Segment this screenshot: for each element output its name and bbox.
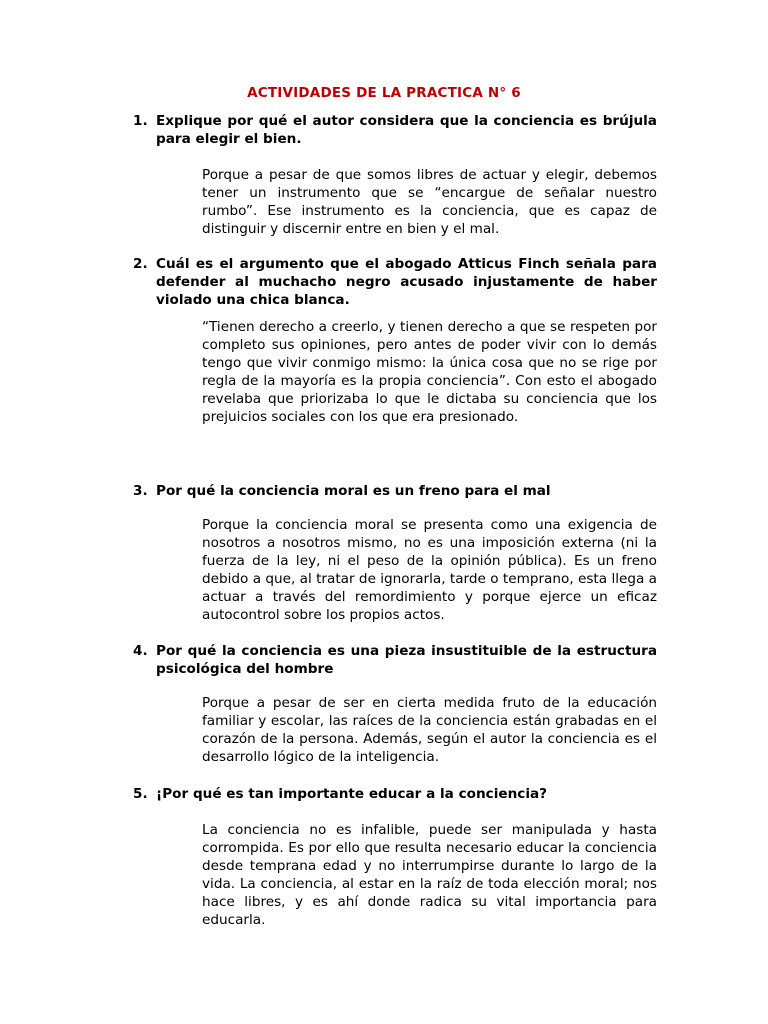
question-number: 2. xyxy=(133,256,148,272)
question-text: Explique por qué el autor considera que la conciencia es brújula para elegir el bien. xyxy=(156,113,657,147)
question-number: 1. xyxy=(133,113,148,129)
answer-2: “Tienen derecho a creerlo, y tienen derecho a que se respeten por completo sus opiniones, pero antes de poder vivir con lo demás tengo que vivir conmigo mismo: la única cosa que no se rige por regla de la mayoría es la propia conciencia”. Con esto el abogado revelaba que priorizaba lo que le dictaba su conciencia que los prejuicios sociales con los que era presionado. xyxy=(202,319,657,425)
question-number: 4. xyxy=(133,643,148,659)
question-2 xyxy=(133,255,657,309)
question-text: ¡Por qué es tan importante educar a la conciencia? xyxy=(156,786,548,802)
question-text: Por qué la conciencia moral es un freno para el mal xyxy=(156,483,551,499)
question-3 xyxy=(133,482,657,500)
question-number: 5. xyxy=(133,786,148,802)
answer-5: La conciencia no es infalible, puede ser manipulada y hasta corrompida. Es por ello que resulta necesario educar la conciencia desde temprana edad y no interrumpirse durante lo largo de la vida. La conciencia, al estar en la raíz de toda elección moral; nos hace libres, y es ahí donde radica su vital importancia para educarla. xyxy=(202,822,657,928)
question-text: Cuál es el argumento que el abogado Atticus Finch señala para defender al muchacho negro acusado injustamente de haber violado una chica blanca. xyxy=(156,256,657,308)
answer-3: Porque la conciencia moral se presenta como una exigencia de nosotros a nosotros mismo, no es una imposición externa (ni la fuerza de la ley, ni el peso de la opinión pública). Es un freno debido a que, al tratar de ignorarla, tarde o temprano, esta llega a actuar a través del remordimiento y porque ejerce un eficaz autocontrol sobre los propios actos. xyxy=(202,517,657,623)
answer-4: Porque a pesar de ser en cierta medida fruto de la educación familiar y escolar, las raíces de la conciencia están grabadas en el corazón de la persona. Además, según el autor la conciencia es el desarrollo lógico de la inteligencia. xyxy=(202,695,657,765)
question-1 xyxy=(133,112,657,148)
question-text: Por qué la conciencia es una pieza insustituible de la estructura psicológica del hombre xyxy=(156,643,657,677)
document-title: ACTIVIDADES DE LA PRACTICA N° 6 xyxy=(247,85,521,101)
question-5 xyxy=(133,785,657,803)
question-4 xyxy=(133,642,657,678)
answer-1: Porque a pesar de que somos libres de actuar y elegir, debemos tener un instrumento que se “encargue de señalar nuestro rumbo”. Ese instrumento es la conciencia, que es capaz de distinguir y discernir entre en bien y el mal. xyxy=(202,167,657,237)
question-number: 3. xyxy=(133,483,148,499)
